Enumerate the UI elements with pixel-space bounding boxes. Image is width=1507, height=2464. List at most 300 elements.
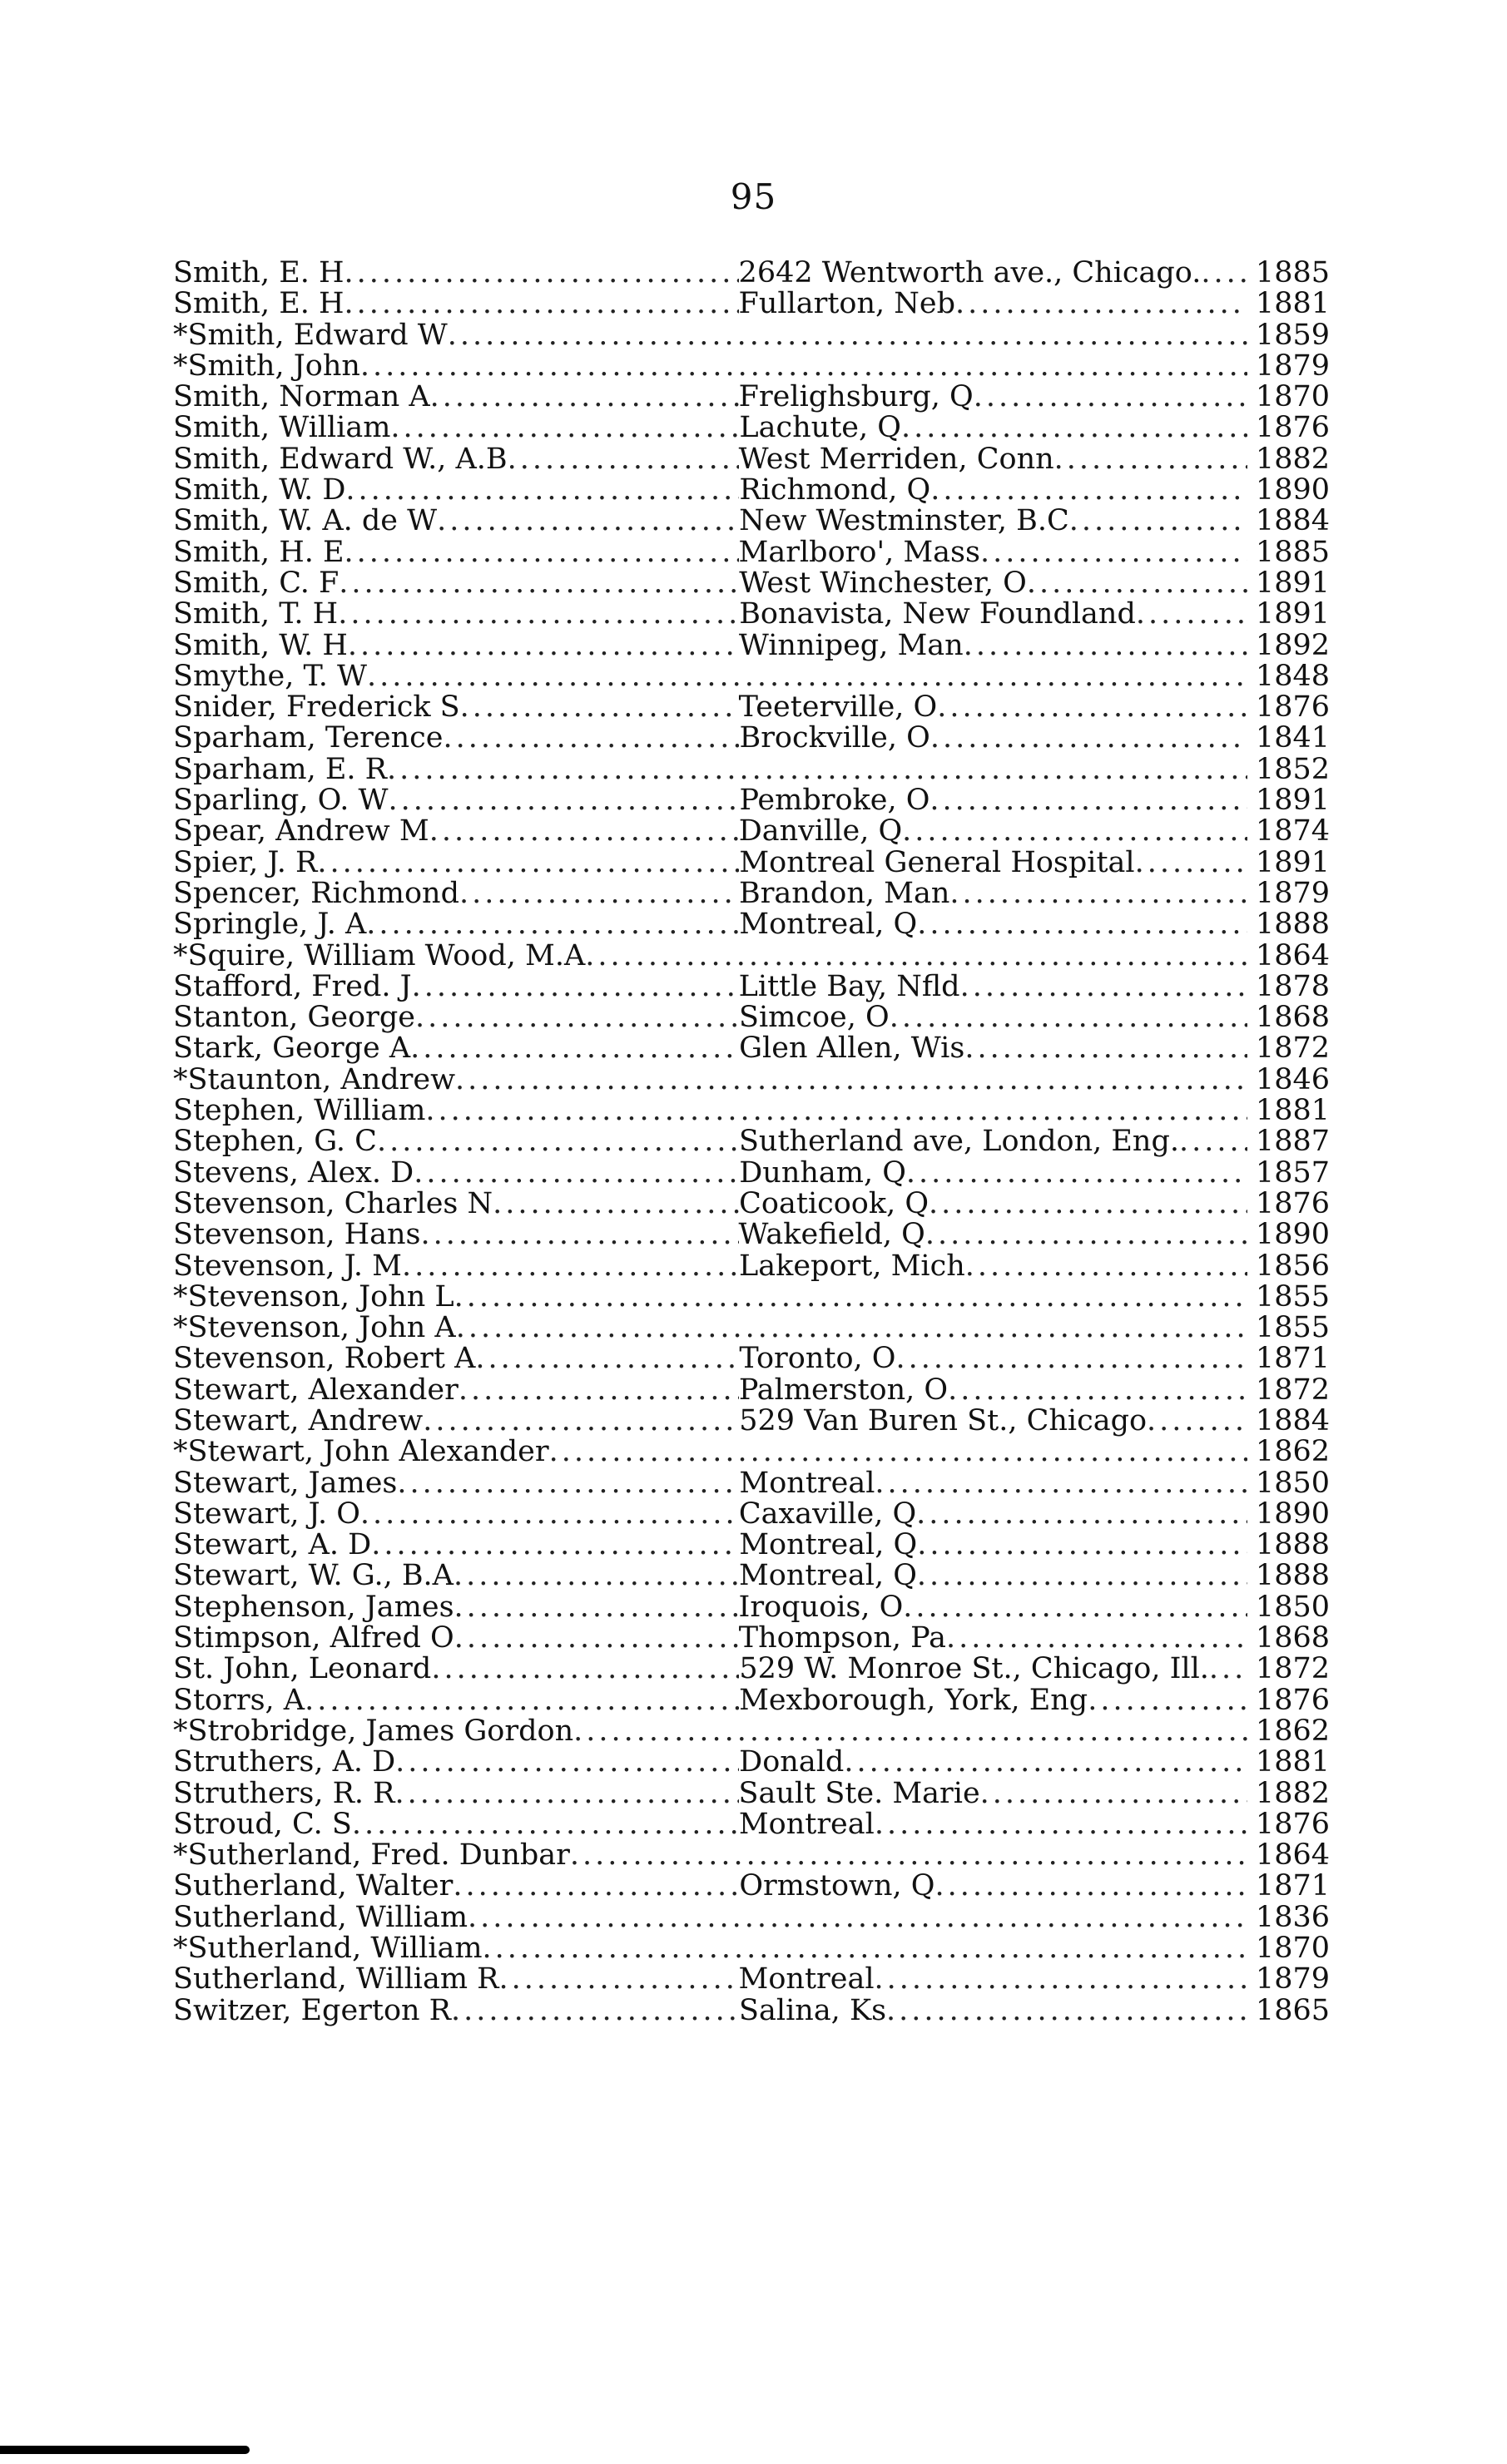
dot-leader	[964, 631, 1247, 661]
dot-leader	[1135, 848, 1247, 878]
entry-year: 1885	[1255, 537, 1330, 568]
entry-name: *Sutherland, Fred. Dunbar	[173, 1840, 570, 1872]
entry-place: Simcoe, O	[738, 1002, 890, 1034]
entry-name: Springle, J. A	[173, 909, 367, 941]
dot-leader	[345, 537, 739, 568]
entry-place: Toronto, O	[739, 1343, 896, 1375]
dot-leader	[499, 1964, 739, 1995]
list-item	[173, 506, 1330, 537]
dot-leader	[930, 723, 1247, 754]
entry-name: Stevens, Alex. D	[173, 1157, 414, 1189]
dot-leader	[475, 1343, 739, 1374]
entry-name: Stephenson, James	[173, 1591, 454, 1624]
dot-leader	[917, 1561, 1247, 1591]
dot-leader	[508, 444, 739, 475]
dot-leader	[415, 1002, 739, 1033]
entry-year: 1862	[1255, 1715, 1330, 1748]
entry-year: 1874	[1255, 816, 1330, 848]
entry-year: 1852	[1255, 754, 1330, 786]
entry-name: Storrs, A	[173, 1685, 305, 1716]
list-item	[173, 1996, 1330, 2026]
dot-leader	[965, 1251, 1247, 1282]
dot-leader	[901, 413, 1247, 443]
dot-leader	[460, 692, 739, 723]
entry-place: 529 Van Buren St., Chicago	[739, 1405, 1148, 1437]
entry-name: Smith, W. D	[173, 475, 346, 507]
list-item	[173, 1158, 1330, 1189]
entry-place: Montreal	[739, 1467, 875, 1499]
entry-name: Stroud, C. S	[173, 1808, 352, 1841]
entry-place: Montreal	[738, 1964, 875, 1996]
entry-name: Smith, Norman A	[173, 382, 430, 413]
entry-year: 1881	[1255, 1096, 1330, 1127]
entry-place: Montreal, Q	[739, 909, 918, 941]
dot-leader	[903, 1592, 1247, 1623]
dot-leader	[483, 1933, 1247, 1964]
entry-year: 1882	[1255, 443, 1330, 476]
dot-leader	[886, 1996, 1247, 2026]
dot-leader	[425, 1096, 1247, 1126]
entry-name: Stark, George A	[173, 1033, 411, 1065]
entry-name: Stewart, W. G., B.A	[173, 1561, 454, 1592]
entry-year: 1876	[1255, 1188, 1330, 1220]
dot-leader	[875, 1964, 1247, 1995]
dot-leader	[421, 1220, 739, 1250]
list-item	[173, 289, 1330, 319]
entry-name: Sparling, O. W	[173, 785, 389, 817]
dot-leader	[549, 1437, 1247, 1467]
entry-year: 1865	[1255, 1995, 1330, 2026]
dot-leader	[917, 909, 1247, 940]
list-item	[173, 599, 1330, 630]
list-item	[173, 413, 1330, 443]
dot-leader	[895, 1343, 1247, 1374]
entry-year: 1891	[1255, 785, 1330, 817]
entry-place: Montreal, Q	[739, 1530, 918, 1561]
entry-year: 1888	[1255, 909, 1330, 941]
entry-name: *Stewart, John Alexander	[173, 1437, 549, 1468]
page-number: 95	[730, 176, 777, 217]
list-item	[173, 537, 1330, 568]
dot-leader	[455, 1065, 1247, 1096]
entry-name: Smith, W. H	[173, 630, 348, 661]
list-item	[173, 1282, 1330, 1313]
list-item	[173, 1871, 1330, 1902]
entry-year: 1884	[1255, 1405, 1330, 1437]
entry-place: Pembroke, O	[739, 785, 930, 817]
dot-leader	[388, 785, 739, 816]
entry-year: 1891	[1255, 847, 1330, 878]
dot-leader	[371, 1530, 739, 1561]
entry-name: Smith, T. H	[173, 599, 339, 631]
dot-leader	[573, 1716, 1247, 1747]
entry-place: West Winchester, O	[739, 567, 1027, 600]
list-item	[173, 941, 1330, 972]
dot-leader	[1054, 444, 1247, 475]
entry-name: Stimpson, Alfred O	[173, 1623, 454, 1655]
entry-place: Montreal, Q	[738, 1561, 917, 1592]
dot-leader	[345, 289, 739, 319]
dot-leader	[443, 723, 739, 754]
dot-leader	[345, 258, 739, 289]
dot-leader	[360, 351, 1247, 382]
entry-place: Palmerston, O	[738, 1374, 949, 1406]
dot-leader	[339, 568, 739, 599]
entry-place: Salina, Ks	[739, 1995, 887, 2026]
dot-leader	[1069, 506, 1247, 537]
entry-year: 1879	[1255, 878, 1330, 910]
dot-leader	[890, 1002, 1247, 1033]
entry-name: Smith, Edward W., A.B	[173, 443, 508, 476]
entry-year: 1879	[1255, 1964, 1330, 1996]
entry-name: St. John, Leonard	[173, 1654, 432, 1685]
entry-name: Switzer, Egerton R	[173, 1995, 452, 2026]
list-item	[173, 1096, 1330, 1126]
dot-leader	[980, 537, 1247, 568]
dot-leader	[414, 1158, 739, 1189]
dot-leader	[1147, 1406, 1247, 1437]
entry-year: 1881	[1255, 1747, 1330, 1779]
dot-leader	[1136, 599, 1247, 630]
dot-leader	[390, 413, 739, 443]
entry-year: 1864	[1255, 1840, 1330, 1872]
entry-name: Struthers, A. D	[173, 1747, 396, 1779]
entry-year: 1887	[1255, 1126, 1330, 1158]
entry-year: 1870	[1255, 382, 1330, 413]
dot-leader	[980, 1779, 1247, 1809]
dot-leader	[916, 1499, 1247, 1530]
list-item	[173, 1220, 1330, 1250]
list-item	[173, 1313, 1330, 1343]
dot-leader	[493, 1189, 739, 1220]
entry-place: Bonavista, New Foundland	[739, 599, 1136, 631]
dot-leader	[402, 1251, 739, 1282]
entry-name: Sparham, Terence	[173, 723, 444, 755]
list-item	[173, 1561, 1330, 1591]
dot-leader	[937, 692, 1247, 723]
entry-name: Stewart, James	[173, 1467, 398, 1499]
dot-leader	[1179, 1126, 1247, 1157]
entry-year: 1890	[1255, 1220, 1330, 1251]
dot-leader	[929, 1189, 1247, 1220]
entry-name: Spencer, Richmond	[173, 878, 459, 910]
entry-year: 1890	[1255, 1498, 1330, 1531]
entry-name: Sutherland, Walter	[173, 1871, 454, 1902]
list-item	[173, 1468, 1330, 1499]
dot-leader	[454, 1592, 739, 1623]
entry-name: Struthers, R. R	[173, 1778, 395, 1809]
entry-name: *Stevenson, John L	[173, 1281, 454, 1314]
entry-year: 1885	[1255, 258, 1330, 289]
entry-name: Sutherland, William R	[173, 1964, 499, 1996]
entry-name: Smith, William	[173, 413, 391, 444]
list-item	[173, 631, 1330, 661]
dot-leader	[930, 475, 1247, 506]
entry-year: 1876	[1255, 413, 1330, 444]
list-item	[173, 1933, 1330, 1964]
alumni-directory-list	[173, 258, 1330, 2026]
dot-leader	[948, 1375, 1247, 1406]
dot-leader	[585, 941, 1247, 972]
entry-place: Lakeport, Mich	[739, 1250, 965, 1282]
entry-name: Spier, J. R	[173, 847, 318, 878]
entry-name: Smith, C. F	[173, 567, 340, 600]
dot-leader	[317, 848, 739, 878]
list-item	[173, 1809, 1330, 1840]
dot-leader	[875, 1809, 1247, 1840]
dot-leader	[423, 1406, 739, 1437]
dot-leader	[459, 878, 739, 909]
dot-leader	[955, 289, 1247, 319]
entry-name: *Stevenson, John A	[173, 1313, 456, 1344]
entry-name: *Staunton, Andrew	[173, 1064, 456, 1096]
entry-name: Smith, W. A. de W	[173, 506, 438, 537]
entry-place: Wakefield, Q	[738, 1220, 925, 1251]
dot-leader	[925, 1220, 1247, 1250]
list-item	[173, 1902, 1330, 1933]
list-item	[173, 382, 1330, 413]
dot-leader	[431, 1654, 739, 1685]
entry-place: Teeterville, O	[738, 692, 938, 724]
dot-leader	[1088, 1685, 1247, 1716]
entry-name: Smythe, T. W	[173, 661, 367, 693]
entry-name: *Smith, John	[173, 350, 360, 383]
entry-year: 1892	[1255, 630, 1330, 661]
dot-leader	[454, 1561, 739, 1591]
entry-place: Lachute, Q	[739, 413, 901, 444]
dot-leader	[348, 631, 739, 661]
entry-year: 1871	[1255, 1871, 1330, 1902]
entry-name: Smith, H. E	[173, 537, 345, 568]
dot-leader	[875, 1468, 1247, 1499]
list-item	[173, 1065, 1330, 1096]
dot-leader	[1027, 568, 1247, 599]
entry-name: Sutherland, William	[173, 1902, 468, 1934]
entry-place: Frelighsburg, Q	[738, 382, 974, 413]
dot-leader	[377, 1126, 739, 1157]
entry-name: Stevenson, Robert A	[173, 1343, 476, 1375]
dot-leader	[454, 1623, 739, 1654]
list-item	[173, 444, 1330, 475]
entry-year: 1884	[1255, 506, 1330, 537]
list-item	[173, 1623, 1330, 1654]
dot-leader	[929, 785, 1247, 816]
list-item	[173, 1251, 1330, 1282]
entry-year: 1872	[1255, 1033, 1330, 1065]
entry-name: Stephen, G. C	[173, 1126, 377, 1158]
entry-name: Stevenson, Charles N	[173, 1188, 493, 1220]
entry-year: 1855	[1255, 1313, 1330, 1344]
list-item	[173, 972, 1330, 1002]
entry-year: 1859	[1255, 319, 1330, 351]
entry-name: Snider, Frederick S	[173, 692, 460, 724]
list-item	[173, 755, 1330, 785]
list-item	[173, 1126, 1330, 1157]
dot-leader	[448, 320, 1247, 351]
dot-leader	[451, 1996, 739, 2026]
entry-year: 1870	[1255, 1933, 1330, 1965]
list-item	[173, 1964, 1330, 1995]
scan-edge-bar	[0, 2446, 250, 2454]
list-item	[173, 568, 1330, 599]
list-item	[173, 661, 1330, 692]
list-item	[173, 1747, 1330, 1778]
list-item	[173, 1840, 1330, 1871]
entry-place: Sutherland ave, London, Eng.	[738, 1126, 1180, 1158]
list-item	[173, 1592, 1330, 1623]
entry-year: 1841	[1255, 723, 1330, 755]
dot-leader	[964, 1033, 1247, 1064]
entry-name: *Squire, William Wood, M.A	[173, 940, 586, 972]
dot-leader	[387, 755, 1247, 785]
dot-leader	[437, 506, 739, 537]
entry-place: Danville, Q	[738, 816, 903, 848]
entry-year: 1868	[1255, 1623, 1330, 1655]
dot-leader	[1201, 258, 1247, 289]
entry-place: Brandon, Man	[738, 878, 950, 910]
list-item	[173, 1654, 1330, 1685]
entry-year: 1855	[1255, 1281, 1330, 1314]
entry-place: Mexborough, York, Eng	[739, 1685, 1088, 1716]
entry-place: Coaticook, Q	[739, 1188, 929, 1220]
list-item	[173, 848, 1330, 878]
dot-leader	[456, 1313, 1247, 1343]
entry-place: Donald	[739, 1747, 845, 1779]
list-item	[173, 1499, 1330, 1530]
list-item	[173, 909, 1330, 940]
entry-place: Little Bay, Nfld	[738, 971, 960, 1003]
list-item	[173, 1779, 1330, 1809]
entry-year: 1888	[1255, 1530, 1330, 1561]
dot-leader	[960, 972, 1247, 1002]
entry-place: Sault Ste. Marie	[738, 1778, 980, 1809]
dot-leader	[352, 1809, 739, 1840]
list-item	[173, 878, 1330, 909]
dot-leader	[844, 1747, 1247, 1778]
dot-leader	[949, 878, 1247, 909]
entry-place: Montreal General Hospital	[739, 847, 1135, 878]
list-item	[173, 1343, 1330, 1374]
entry-name: *Smith, Edward W	[173, 319, 448, 351]
entry-place: Fullarton, Neb	[738, 289, 956, 320]
dot-leader	[1209, 1654, 1247, 1685]
entry-place: Iroquois, O	[738, 1591, 904, 1624]
list-item	[173, 1375, 1330, 1406]
entry-year: 1876	[1255, 692, 1330, 724]
entry-name: Smith, E. H	[173, 289, 345, 320]
entry-name: Stevenson, J. M	[173, 1250, 403, 1282]
entry-name: Stewart, Alexander	[173, 1374, 459, 1406]
entry-name: Spear, Andrew M	[173, 816, 429, 848]
list-item	[173, 1406, 1330, 1437]
dot-leader	[946, 1623, 1247, 1654]
entry-year: 1872	[1255, 1654, 1330, 1685]
entry-year: 1891	[1255, 599, 1330, 631]
entry-place: Winnipeg, Man	[738, 630, 964, 661]
entry-place: Brockville, O	[739, 723, 930, 755]
dot-leader	[454, 1282, 1247, 1313]
entry-year: 1846	[1255, 1064, 1330, 1096]
list-item	[173, 475, 1330, 506]
dot-leader	[412, 972, 739, 1002]
entry-year: 1850	[1255, 1591, 1330, 1624]
entry-year: 1848	[1255, 661, 1330, 693]
entry-place: Glen Allen, Wis	[739, 1033, 965, 1065]
dot-leader	[338, 599, 739, 630]
entry-place: West Merriden, Conn	[738, 443, 1054, 476]
entry-year: 1891	[1255, 567, 1330, 600]
entry-year: 1856	[1255, 1250, 1330, 1282]
entry-name: *Strobridge, James Gordon	[173, 1715, 574, 1748]
entry-year: 1876	[1255, 1808, 1330, 1841]
entry-place: Caxaville, Q	[738, 1498, 917, 1531]
entry-place: 2642 Wentworth ave., Chicago.	[738, 258, 1202, 289]
entry-place: New Westminster, B.C	[739, 506, 1069, 537]
entry-year: 1864	[1255, 940, 1330, 972]
entry-year: 1876	[1255, 1685, 1330, 1716]
dot-leader	[397, 1468, 739, 1499]
dot-leader	[459, 1375, 739, 1406]
dot-leader	[906, 1158, 1247, 1189]
entry-year: 1836	[1255, 1902, 1330, 1934]
entry-name: Stewart, A. D	[173, 1530, 372, 1561]
entry-year: 1862	[1255, 1437, 1330, 1468]
entry-year: 1872	[1255, 1374, 1330, 1406]
entry-year: 1868	[1255, 1002, 1330, 1034]
entry-year: 1878	[1255, 971, 1330, 1003]
entry-year: 1871	[1255, 1343, 1330, 1375]
entry-place: Marlboro', Mass	[738, 537, 980, 568]
list-item	[173, 692, 1330, 723]
list-item	[173, 258, 1330, 289]
entry-place: Thompson, Pa	[738, 1623, 946, 1655]
entry-name: *Sutherland, William	[173, 1933, 483, 1965]
dot-leader	[410, 1033, 739, 1064]
entry-year: 1890	[1255, 475, 1330, 507]
entry-year: 1888	[1255, 1561, 1330, 1592]
entry-name: Smith, E. H	[173, 258, 345, 289]
list-item	[173, 1437, 1330, 1467]
entry-place: Montreal	[738, 1808, 875, 1841]
list-item	[173, 1530, 1330, 1561]
entry-year: 1879	[1255, 350, 1330, 383]
list-item	[173, 723, 1330, 754]
dot-leader	[453, 1871, 739, 1902]
entry-name: Sparham, E. R	[173, 754, 387, 786]
dot-leader	[429, 816, 739, 847]
list-item	[173, 1716, 1330, 1747]
dot-leader	[974, 382, 1247, 413]
entry-place: Richmond, Q	[739, 475, 931, 507]
list-item	[173, 1033, 1330, 1064]
entry-name: Stanton, George	[173, 1002, 415, 1034]
entry-name: Stewart, J. O	[173, 1498, 360, 1531]
dot-leader	[305, 1685, 739, 1716]
dot-leader	[395, 1779, 739, 1809]
dot-leader	[934, 1871, 1247, 1902]
dot-leader	[902, 816, 1247, 847]
dot-leader	[367, 661, 1247, 692]
entry-year: 1881	[1255, 289, 1330, 320]
list-item	[173, 351, 1330, 382]
entry-year: 1857	[1255, 1157, 1330, 1189]
list-item	[173, 1002, 1330, 1033]
entry-name: Stafford, Fred. J	[173, 971, 412, 1003]
entry-name: Stephen, William	[173, 1096, 426, 1127]
dot-leader	[430, 382, 739, 413]
entry-year: 1850	[1255, 1467, 1330, 1499]
dot-leader	[468, 1902, 1247, 1933]
